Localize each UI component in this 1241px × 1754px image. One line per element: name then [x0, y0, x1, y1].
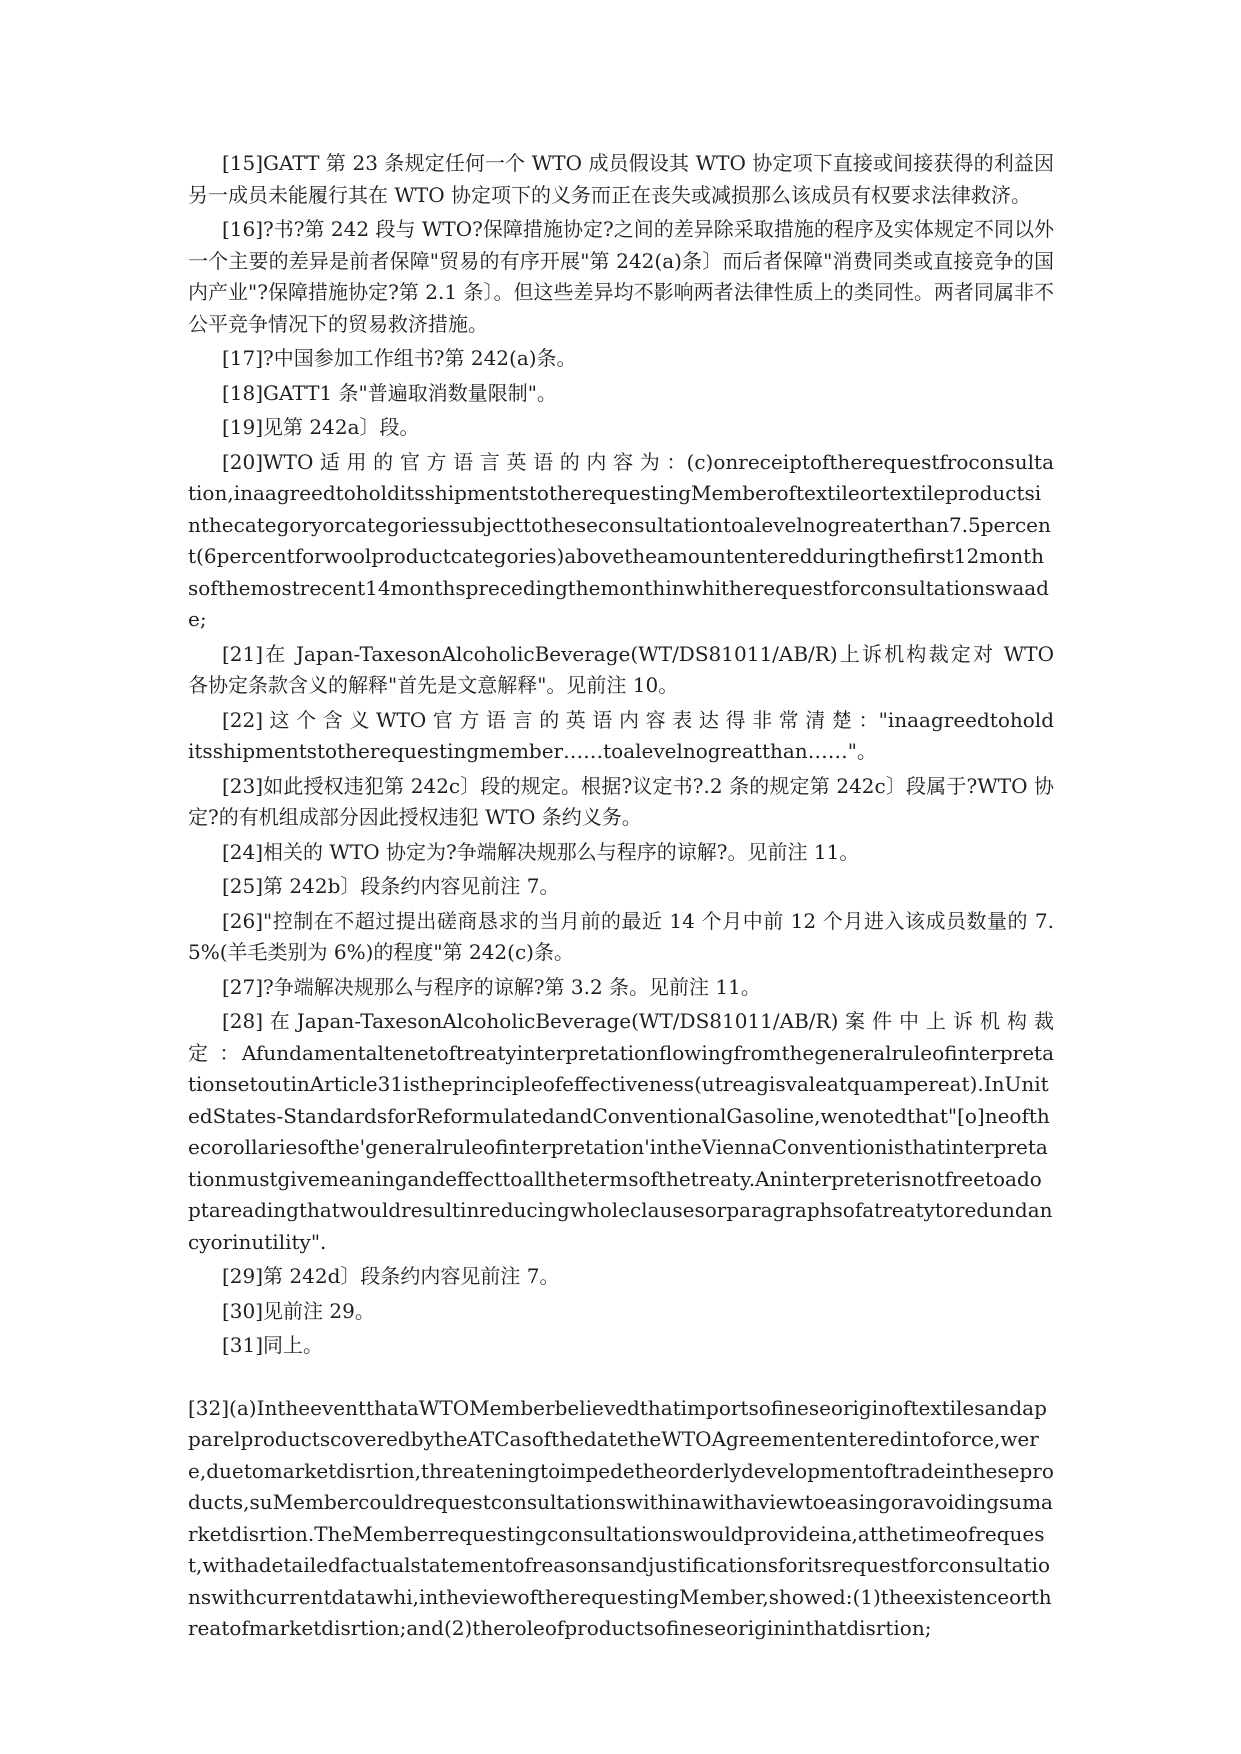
- footnote-21: [21]在 Japan-TaxesonAlcoholicBeverage(WT/DS81011/AB/R)上诉机构裁定对 WTO 各协定条款含义的解释"首先是文意解释"。见前注 10。: [188, 641, 1054, 697]
- footnote-29: [29]第 242d〕段条约内容见前注 7。: [222, 1264, 560, 1288]
- footnote-23: [23]如此授权违犯第 242c〕段的规定。根据?议定书?.2 条的规定第 242c〕段属于?WTO 协定?的有机组成部分因此授权违犯 WTO 条约义务。: [188, 773, 1054, 829]
- footnote-32: [32](a)IntheeventthataWTOMemberbelievedthatimportsofineseoriginoftextilesandapparelproductscoveredbytheATCasofthedatetheWTOAgreemententeredintoforce,were,duetomarketdisrtion,threateningtoimpedetheorderlydevelopmentoftradeintheseproducts,suMembercouldrequestconsultationswithinawithaviewtoeasingoravoidingsumarketdisrtion.TheMemberrequestingconsultationswouldprovideina,atthetimeofrequest,withadetailedfactualstatementofreasonsandjustificationsforitsrequestforconsultationswithcurrentdatawhi,intheviewoftherequestingMember,showed:(1)theexistenceorthreatofmarketdisrtion;and(2)theroleofproductsofineseorigininthatdisrtion;: [188, 1395, 1054, 1640]
- footnote-15: [15]GATT 第 23 条规定任何一个 WTO 成员假设其 WTO 协定项下直接或间接获得的利益因另一成员未能履行其在 WTO 协定项下的义务而正在丧失或减损那么该成员有权要求法律救济。: [188, 151, 1054, 207]
- footnote-24: [24]相关的 WTO 协定为?争端解决规那么与程序的谅解?。见前注 11。: [222, 839, 860, 864]
- footnote-28: [28] 在 Japan-TaxesonAlcoholicBeverage(WT/DS81011/AB/R) 案 件 中 上 诉 机 构 裁 定 ：AfundamentaltenetoftreatyinterpretationflowingfromthegeneralruleofinterpretationsetoutinArticle31istheprincipleofeffectiveness(utreagisvaleatquampereat).InUnitedStates-StandardsforReformulatedandConventionalGasoline,wenotedthat"[o]neofthecorollariesofthe'generalruleofinterpretation'intheViennaConventionisthatinterpretationmustgivemeaningandeffecttoallthetermsofthetreaty.Aninterpreterisnotfreetoadoptareadingthatwouldresultinreducingwholeclausesorparagraphsofatreatytoredundancyorinutility".: [188, 1009, 1054, 1254]
- footnote-31: [31]同上。: [222, 1333, 324, 1357]
- footnote-20: [20]WTO 适 用 的 官 方 语 言 英 语 的 内 容 为 ：(c)onreceiptoftherequestfroconsultation,inaagreedtoholditsshipmentstotherequestingMemberoftextileortextileproductsinthecategoryorcategoriessubjecttotheseconsultationtoalevelnogreaterthan7.5percent(6percentforwoolproductcategories)abovetheamountenteredduringthefirst12monthsofthemostrecent14monthsprecedingthemonthinwhitherequestforconsultationswaade;: [188, 449, 1054, 631]
- footnote-30: [30]见前注 29。: [222, 1298, 375, 1323]
- blank-spacer: [188, 1365, 1054, 1393]
- document-page: [188, 148, 1054, 1648]
- footnote-17: [17]?中国参加工作组书?第 242(a)条。: [222, 346, 577, 370]
- footnote-26: [26]"控制在不超过提出磋商恳求的当月前的最近 14 个月中前 12 个月进入该成员数量的 7.5%(羊毛类别为 6%)的程度"第 242(c)条。: [188, 908, 1054, 964]
- footnote-25: [25]第 242b〕段条约内容见前注 7。: [222, 874, 560, 898]
- footnote-18: [18]GATT1 条"普遍取消数量限制"。: [222, 380, 557, 405]
- footnote-22: [22] 这 个 含 义 WTO 官 方 语 言 的 英 语 内 容 表 达 得 非 常 清 楚 ："inaagreedtoholditsshipmentstotherequestingmember……toalevelnogreatthan……"。: [188, 707, 1054, 763]
- footnote-27: [27]?争端解决规那么与程序的谅解?第 3.2 条。见前注 11。: [222, 974, 761, 999]
- footnote-16: [16]?书?第 242 段与 WTO?保障措施协定?之间的差异除采取措施的程序及实体规定不同以外一个主要的差异是前者保障"贸易的有序开展"第 242(a)条〕而后者保障"消费同类或直接竞争的国内产业"?保障措施协定?第 2.1 条〕。但这些差异均不影响两者法律性质上的类同性。两者同属非不公平竞争情况下的贸易救济措施。: [188, 217, 1054, 336]
- footnote-19: [19]见第 242a〕段。: [222, 415, 420, 439]
